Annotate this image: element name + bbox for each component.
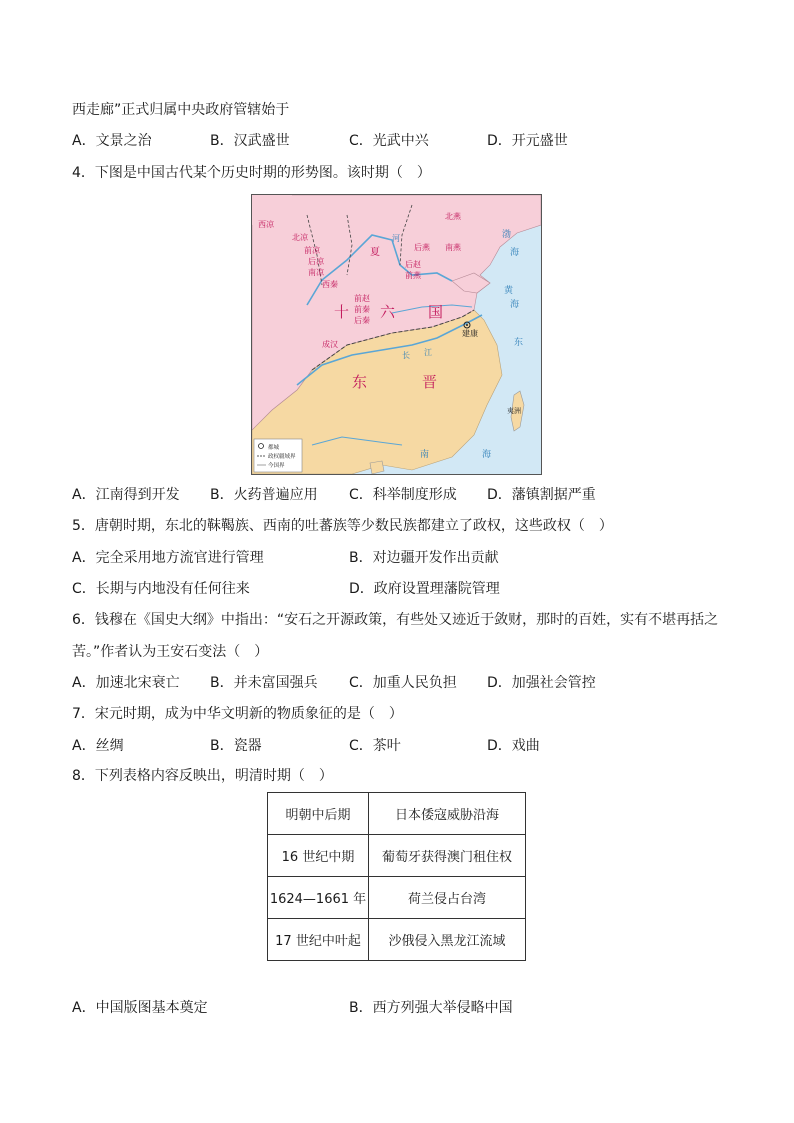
label-xiliang: 西凉 — [258, 220, 274, 229]
label-sea-hai2: 海 — [510, 300, 520, 310]
q7-stem: 7．宋元时期，成为中华文明新的物质象征的是（ ） — [72, 706, 403, 722]
sixteen-kingdoms-map — [251, 194, 542, 475]
table-cell: 葡萄牙获得澳门租住权 — [369, 835, 526, 877]
q5-option-a[interactable]: A．完全采用地方流官进行管理 — [72, 550, 264, 566]
label-sea-hai1: 海 — [510, 248, 520, 258]
label-island: 夷洲 — [507, 407, 521, 415]
table-row — [268, 877, 526, 919]
q7-option-c[interactable]: C．茶叶 — [349, 738, 401, 754]
label-houzhao: 后赵 — [405, 260, 421, 269]
label-qianliang: 前凉 — [304, 246, 320, 255]
label-sea-huang: 黄 — [504, 286, 514, 296]
label-houyan: 后燕 — [414, 243, 430, 252]
table-row — [268, 835, 526, 877]
label-chenghan: 成汉 — [322, 340, 338, 349]
q5-stem: 5．唐朝时期，东北的靺鞨族、西南的吐蕃族等少数民族都建立了政权，这些政权（ ） — [72, 518, 613, 534]
label-qianqin: 前秦 — [354, 305, 370, 314]
q3-option-b[interactable]: B．汉武盛世 — [210, 133, 290, 149]
label-river-chang: 长 — [402, 351, 410, 360]
q8-option-a[interactable]: A．中国版图基本奠定 — [72, 1000, 208, 1016]
q8-option-b[interactable]: B．西方列强大举侵略中国 — [349, 1000, 513, 1016]
label-sea-bo: 渤 — [502, 230, 512, 240]
label-houqin: 后秦 — [354, 316, 370, 325]
q8-table — [267, 792, 526, 961]
q5-option-b[interactable]: B．对边疆开发作出贡献 — [349, 550, 499, 566]
q7-option-a[interactable]: A．丝绸 — [72, 738, 124, 754]
label-qianzhao: 前赵 — [354, 294, 370, 303]
label-houliang: 后凉 — [308, 257, 324, 266]
q5-option-c[interactable]: C．长期与内地没有任何往来 — [72, 581, 250, 597]
q6-option-c[interactable]: C．加重人民负担 — [349, 675, 457, 691]
label-dongjin-1: 东 — [352, 373, 368, 391]
q6-option-a[interactable]: A．加速北宋衰亡 — [72, 675, 180, 691]
table-cell: 日本倭寇威胁沿海 — [369, 793, 526, 835]
legend-border: 今国界 — [268, 463, 285, 469]
q7-option-d[interactable]: D．戏曲 — [487, 738, 540, 754]
legend-capital: 都城 — [268, 445, 280, 451]
q6-stem-line2: 苦。”作者认为王安石变法（ ） — [72, 644, 269, 660]
legend-boundary: 政权疆域界 — [268, 454, 296, 460]
table-cell: 荷兰侵占台湾 — [369, 877, 526, 919]
label-shiliuguo-1: 十 — [334, 303, 350, 321]
label-capital: 建康 — [462, 329, 478, 338]
q4-option-b[interactable]: B．火药普遍应用 — [210, 487, 318, 503]
table-cell: 16 世纪中期 — [268, 835, 369, 877]
label-sea-hai3: 海 — [482, 450, 492, 460]
label-sea-dong: 东 — [514, 338, 524, 348]
table-cell: 沙俄侵入黑龙江流域 — [369, 919, 526, 961]
q6-option-d[interactable]: D．加强社会管控 — [487, 675, 596, 691]
label-xiqin: 西秦 — [322, 280, 338, 289]
label-river-he: 河 — [392, 234, 400, 243]
q8-stem: 8．下列表格内容反映出，明清时期（ ） — [72, 768, 333, 784]
label-nanliang: 南凉 — [308, 268, 324, 277]
q4-option-c[interactable]: C．科举制度形成 — [349, 487, 457, 503]
q4-option-a[interactable]: A．江南得到开发 — [72, 487, 180, 503]
q3-stem-tail: 西走廊”正式归属中央政府管辖始于 — [72, 102, 290, 118]
q3-option-a[interactable]: A．文景之治 — [72, 133, 152, 149]
label-shiliuguo-2: 六 — [380, 303, 396, 321]
table-cell: 17 世纪中叶起 — [268, 919, 369, 961]
q7-option-b[interactable]: B．瓷器 — [210, 738, 262, 754]
table-row — [268, 793, 526, 835]
q6-option-b[interactable]: B．并未富国强兵 — [210, 675, 318, 691]
label-qianyan: 前燕 — [405, 271, 421, 280]
table-row — [268, 919, 526, 961]
label-beiyan: 北燕 — [445, 212, 461, 221]
label-dongjin-2: 晋 — [422, 373, 438, 391]
q5-option-d[interactable]: D．政府设置理藩院管理 — [349, 581, 500, 597]
label-river-jiang: 江 — [424, 348, 432, 357]
label-sea-nan: 南 — [420, 450, 430, 460]
q6-stem-line1: 6．钱穆在《国史大纲》中指出：“安石之开源政策，有些处又迹近于敛财，那时的百姓，实有不堪再括之 — [72, 612, 719, 628]
label-shiliuguo-3: 国 — [428, 303, 444, 321]
q3-option-c[interactable]: C．光武中兴 — [349, 133, 429, 149]
q4-option-d[interactable]: D．藩镇割据严重 — [487, 487, 596, 503]
q4-stem: 4．下图是中国古代某个历史时期的形势图。该时期（ ） — [72, 165, 431, 181]
table-cell: 1624—1661 年 — [268, 877, 369, 919]
label-nanyan: 南燕 — [445, 243, 461, 252]
q3-option-d[interactable]: D．开元盛世 — [487, 133, 568, 149]
label-xia: 夏 — [370, 247, 380, 258]
label-beiliang: 北凉 — [292, 233, 308, 242]
table-cell: 明朝中后期 — [268, 793, 369, 835]
